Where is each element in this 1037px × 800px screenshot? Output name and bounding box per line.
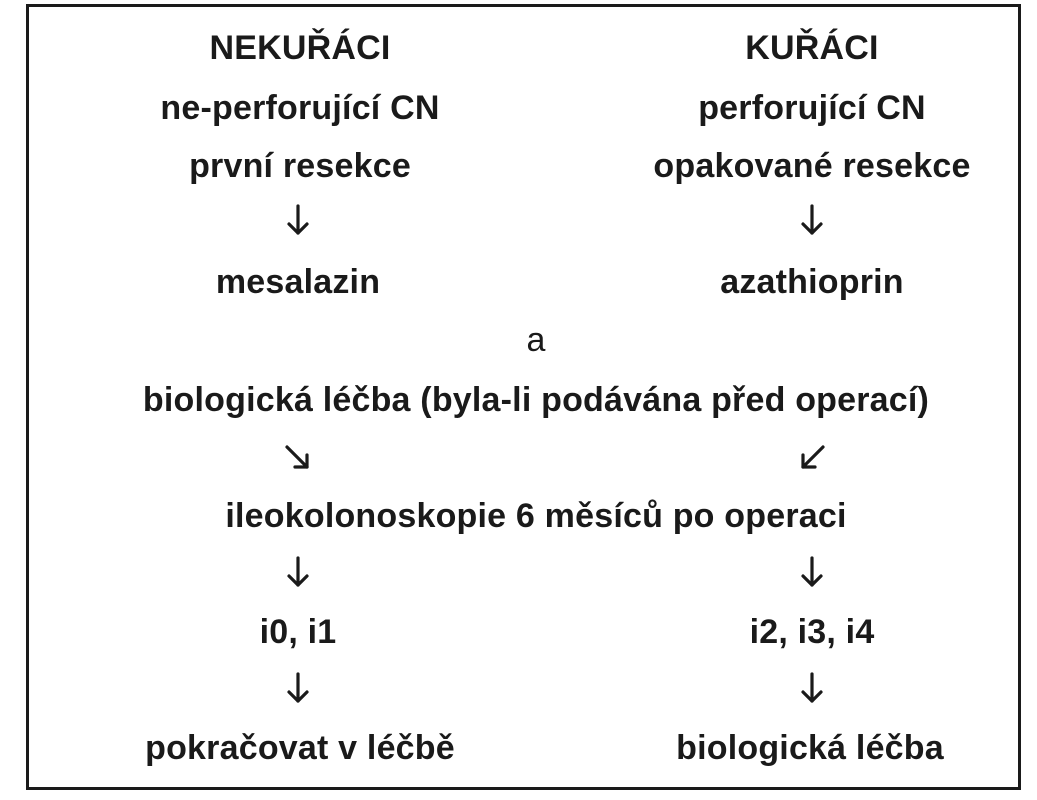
arrow-down-icon xyxy=(792,552,832,592)
arrow-down-icon xyxy=(278,552,318,592)
left-drug: mesalazin xyxy=(215,263,381,301)
right-drug: azathioprin xyxy=(720,263,904,301)
left-disease-type: ne-perforující CN xyxy=(160,89,440,127)
arrow-down-icon xyxy=(792,668,832,708)
endoscopy-label: ileokolonoskopie 6 měsíců po operaci xyxy=(225,497,847,535)
right-surgery: opakované resekce xyxy=(653,147,971,185)
right-outcome: biologická léčba xyxy=(676,729,944,767)
biologic-therapy-label: biologická léčba (byla-li podávána před operací) xyxy=(142,381,930,419)
conjunction-label: a xyxy=(526,321,546,359)
arrow-down-icon xyxy=(278,200,318,240)
left-outcome: pokračovat v léčbě xyxy=(145,729,455,767)
left-surgery: první resekce xyxy=(189,147,411,185)
arrow-down-right-icon xyxy=(278,438,318,478)
arrow-down-icon xyxy=(278,668,318,708)
arrow-down-icon xyxy=(792,200,832,240)
right-disease-type: perforující CN xyxy=(698,89,926,127)
left-group-label: NEKUŘÁCI xyxy=(209,29,391,67)
right-score: i2, i3, i4 xyxy=(749,613,875,651)
left-score: i0, i1 xyxy=(259,613,337,651)
right-group-label: KUŘÁCI xyxy=(745,29,879,67)
arrow-down-left-icon xyxy=(792,438,832,478)
